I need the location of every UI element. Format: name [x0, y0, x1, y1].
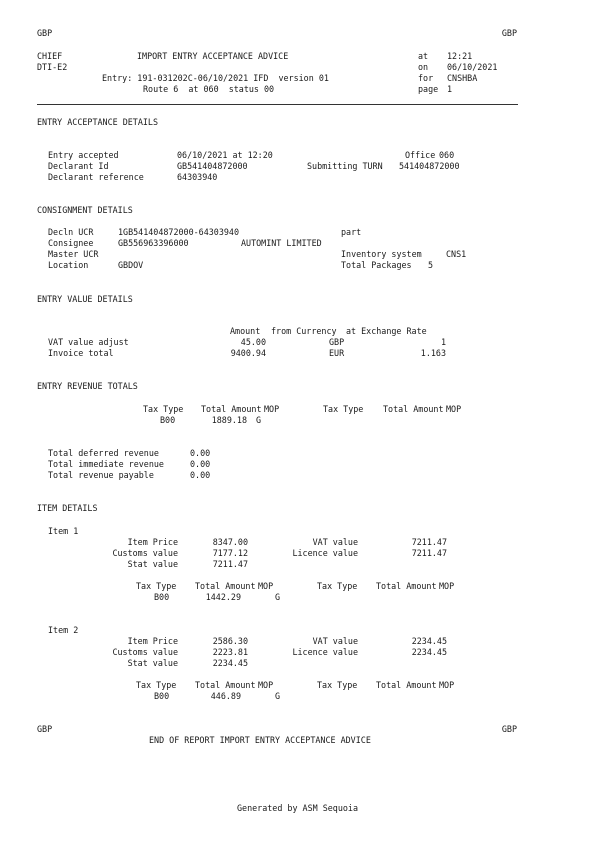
decln-ucr-label: Decln UCR [48, 227, 94, 237]
item-1-title: Item 1 [48, 526, 79, 536]
section-heading-consignment: CONSIGNMENT DETAILS [37, 205, 133, 215]
vat-value-adjust-rate: 1 [440, 337, 446, 347]
part-label: part [341, 227, 362, 237]
item-2-title: Item 2 [48, 625, 79, 635]
generated-by: Generated by ASM Sequoia [236, 803, 358, 813]
currency-marker-top-right: GBP [501, 28, 517, 38]
item-2-col-tax-type: Tax Type [136, 680, 177, 690]
time-value: 12:21 [447, 51, 473, 61]
entry-accepted-label: Entry accepted [48, 150, 119, 160]
end-of-report: END OF REPORT IMPORT ENTRY ACCEPTANCE ADVICE [149, 735, 371, 745]
revenue-tax-type: B00 [160, 415, 176, 425]
currency-marker-top-left: GBP [37, 28, 53, 38]
revenue-col-total-amount-2: Total Amount [383, 404, 444, 414]
report-title: IMPORT ENTRY ACCEPTANCE ADVICE [137, 51, 289, 61]
column-header-amount: Amount [230, 326, 261, 336]
total-deferred-revenue-value: 0.00 [190, 448, 211, 458]
item-1-vat-label: VAT value [312, 537, 358, 547]
vat-value-adjust-label: VAT value adjust [48, 337, 129, 347]
declarant-reference-value: 64303940 [177, 172, 218, 182]
revenue-col-tax-type: Tax Type [143, 404, 184, 414]
revenue-col-mop: MOP [264, 404, 280, 414]
revenue-col-tax-type-2: Tax Type [323, 404, 364, 414]
item-2-col-total-amount: Total Amount [195, 680, 256, 690]
for-value: CNSHBA [447, 73, 478, 83]
item-1-stat-label: Stat value [127, 559, 178, 569]
master-ucr-label: Master UCR [48, 249, 99, 259]
item-1-customs-value: 7177.12 [212, 548, 248, 558]
item-2-stat-value: 2234.45 [212, 658, 248, 668]
office-value: 060 [439, 150, 455, 160]
invoice-total-label: Invoice total [48, 348, 114, 358]
decln-ucr-value: 1GB541404872000-64303940 [118, 227, 240, 237]
route-line: Route 6 at 060 status 00 [143, 84, 275, 94]
item-1-licence-label: Licence value [292, 548, 358, 558]
total-deferred-revenue-label: Total deferred revenue [48, 448, 159, 458]
currency-marker-bottom-left: GBP [37, 724, 53, 734]
item-2-tax-type: B00 [154, 691, 170, 701]
page-number: 1 [447, 84, 453, 94]
item-2-price-value: 2586.30 [212, 636, 248, 646]
item-2-licence-label: Licence value [292, 647, 358, 657]
declarant-reference-label: Declarant reference [48, 172, 144, 182]
header-divider [37, 104, 518, 105]
section-heading-entry-acceptance: ENTRY ACCEPTANCE DETAILS [37, 117, 159, 127]
item-1-col-mop-2: MOP [439, 581, 455, 591]
time-label: at [418, 51, 429, 61]
item-1-col-total-amount: Total Amount [195, 581, 256, 591]
item-1-licence-value: 7211.47 [411, 548, 447, 558]
date-value: 06/10/2021 [447, 62, 498, 72]
revenue-mop: G [256, 415, 262, 425]
item-2-vat-label: VAT value [312, 636, 358, 646]
section-heading-entry-value: ENTRY VALUE DETAILS [37, 294, 133, 304]
inventory-system-label: Inventory system [341, 249, 422, 259]
item-1-tax-amount: 1442.29 [205, 592, 241, 602]
invoice-total-currency: EUR [329, 348, 345, 358]
declarant-id-label: Declarant Id [48, 161, 109, 171]
invoice-total-amount: 9400.94 [230, 348, 266, 358]
consignee-name: AUTOMINT LIMITED [241, 238, 322, 248]
item-1-price-value: 8347.00 [212, 537, 248, 547]
item-1-mop: G [275, 592, 281, 602]
item-2-price-label: Item Price [127, 636, 178, 646]
revenue-total-amount: 1889.18 [211, 415, 247, 425]
item-1-stat-value: 7211.47 [212, 559, 248, 569]
vat-value-adjust-amount: 45.00 [240, 337, 266, 347]
item-2-customs-label: Customs value [112, 647, 178, 657]
location-label: Location [48, 260, 89, 270]
item-1-tax-type: B00 [154, 592, 170, 602]
item-2-stat-label: Stat value [127, 658, 178, 668]
declarant-id-value: GB541404872000 [177, 161, 248, 171]
item-1-col-mop: MOP [258, 581, 274, 591]
terminal-id: DTI-E2 [37, 62, 68, 72]
column-header-exchange-rate: at Exchange Rate [346, 326, 427, 336]
total-packages-label: Total Packages [341, 260, 412, 270]
section-heading-revenue-totals: ENTRY REVENUE TOTALS [37, 381, 138, 391]
item-1-price-label: Item Price [127, 537, 178, 547]
consignee-id: GB556963396000 [118, 238, 189, 248]
revenue-col-mop-2: MOP [446, 404, 462, 414]
currency-marker-bottom-right: GBP [501, 724, 517, 734]
consignee-label: Consignee [48, 238, 94, 248]
item-2-licence-value: 2234.45 [411, 647, 447, 657]
vat-value-adjust-currency: GBP [329, 337, 345, 347]
item-1-col-tax-type: Tax Type [136, 581, 177, 591]
submitting-turn-label: Submitting TURN [307, 161, 383, 171]
item-2-col-total-amount-2: Total Amount [376, 680, 437, 690]
item-1-customs-label: Customs value [112, 548, 178, 558]
item-2-mop: G [275, 691, 281, 701]
item-1-vat-value: 7211.47 [411, 537, 447, 547]
item-2-customs-value: 2223.81 [212, 647, 248, 657]
total-revenue-payable-value: 0.00 [190, 470, 211, 480]
revenue-col-total-amount: Total Amount [201, 404, 262, 414]
entry-accepted-value: 06/10/2021 at 12:20 [177, 150, 273, 160]
item-2-col-tax-type-2: Tax Type [317, 680, 358, 690]
office-label: Office [405, 150, 436, 160]
item-2-vat-value: 2234.45 [411, 636, 447, 646]
entry-line: Entry: 191-031202C-06/10/2021 IFD version 01 [102, 73, 329, 83]
date-label: on [418, 62, 429, 72]
inventory-system-value: CNS1 [446, 249, 467, 259]
submitting-turn-value: 541404872000 [399, 161, 460, 171]
total-revenue-payable-label: Total revenue payable [48, 470, 154, 480]
for-label: for [418, 73, 434, 83]
page-label: page [418, 84, 439, 94]
item-2-tax-amount: 446.89 [210, 691, 241, 701]
location-value: GBDOV [118, 260, 144, 270]
item-2-col-mop-2: MOP [439, 680, 455, 690]
item-1-col-total-amount-2: Total Amount [376, 581, 437, 591]
total-immediate-revenue-label: Total immediate revenue [48, 459, 164, 469]
total-immediate-revenue-value: 0.00 [190, 459, 211, 469]
system-name: CHIEF [37, 51, 63, 61]
column-header-from-currency: from Currency [271, 326, 337, 336]
item-1-col-tax-type-2: Tax Type [317, 581, 358, 591]
total-packages-value: 5 [428, 260, 434, 270]
item-2-col-mop: MOP [258, 680, 274, 690]
section-heading-item-details: ITEM DETAILS [37, 503, 98, 513]
invoice-total-rate: 1.163 [420, 348, 446, 358]
